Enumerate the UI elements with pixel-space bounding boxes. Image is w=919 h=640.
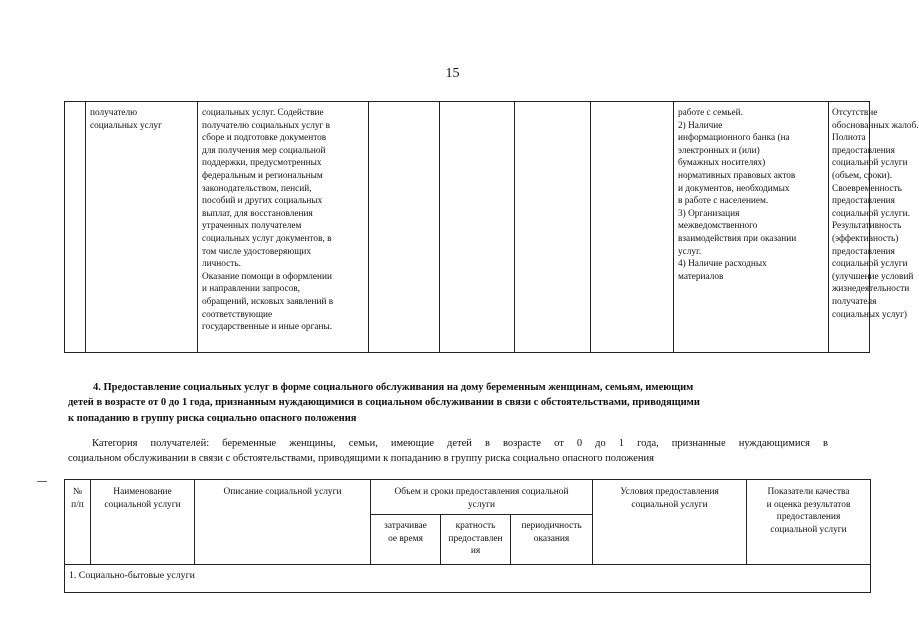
conditions-cell bbox=[674, 102, 829, 353]
cell-line: жизнедеятельности bbox=[832, 284, 910, 295]
header-number: № п/п bbox=[65, 480, 91, 565]
cell-line: сборе и подготовке документов bbox=[202, 133, 327, 144]
frequency-cell bbox=[440, 102, 515, 353]
cell-line: 3) Организация bbox=[678, 208, 740, 219]
category-line: социальном обслуживании в связи с обстоятельствами, приводящими к попаданию в группу риска социально опасного положения bbox=[68, 452, 654, 464]
cell-line: получателю социальных услуг в bbox=[202, 120, 331, 131]
cell-line: том числе удостоверяющих bbox=[202, 246, 311, 257]
description-cell bbox=[198, 102, 369, 353]
header-indicators: Показатели качества и оценка результатов предоставления социальной услуги bbox=[747, 480, 871, 565]
page-number: 15 bbox=[445, 66, 460, 81]
heading-line: 4. Предоставление социальных услуг в форме социального обслуживания на дому беременным женщинам, семьям, имеющим bbox=[93, 382, 694, 393]
cell-line: работе с семьей. bbox=[678, 108, 743, 118]
cell-line: материалов bbox=[678, 271, 724, 282]
services-table bbox=[64, 479, 871, 593]
empty-cell bbox=[591, 102, 674, 353]
cell-line: 2) Наличие bbox=[678, 120, 723, 131]
table-row bbox=[65, 102, 870, 353]
header-conditions: Условия предоставления социальной услуги bbox=[593, 480, 747, 565]
section-heading bbox=[68, 380, 828, 426]
section-row bbox=[65, 565, 871, 593]
cell-line: Оказание помощи в оформлении bbox=[202, 271, 332, 282]
header-description: Описание социальной услуги bbox=[195, 480, 371, 565]
cell-line: Полнота bbox=[832, 133, 866, 144]
cell-line: в работе с населением. bbox=[678, 196, 769, 207]
cell-line: межведомственного bbox=[678, 221, 758, 232]
cell-line: получателя bbox=[832, 296, 877, 307]
cell-line: бумажных носителях) bbox=[678, 158, 766, 169]
category-line: Категория получателей: беременные женщины, семьи, имеющие детей в возрасте от 0 до 1 года, признанные нуждающимися в bbox=[92, 438, 828, 449]
cell-line: для получения мер социальной bbox=[202, 145, 326, 156]
cell-line: социальной услуги bbox=[832, 158, 908, 169]
continuation-table bbox=[64, 101, 919, 353]
header-periodicity: периодичность оказания bbox=[511, 515, 593, 565]
cell-line: предоставления bbox=[832, 145, 895, 156]
cell-line: государственные и иные органы. bbox=[202, 322, 333, 333]
periodicity-cell bbox=[515, 102, 591, 353]
cell-line: социальной услуги bbox=[832, 259, 908, 270]
cell-line: поддержки, предусмотренных bbox=[202, 158, 322, 169]
header-row bbox=[65, 480, 871, 515]
cell-line: социальной услуги. bbox=[832, 208, 910, 219]
section-label: 1. Социально-бытовые услуги bbox=[65, 565, 871, 593]
cell-line: пособий и других социальных bbox=[202, 196, 323, 207]
cell-line: социальных услуг bbox=[90, 120, 162, 131]
header-time-spent: затрачивае ое время bbox=[371, 515, 441, 565]
indicators-cell bbox=[829, 102, 919, 353]
cell-line: Своевременность bbox=[832, 183, 902, 194]
recipient-cell bbox=[86, 102, 198, 353]
cell-line: (улучшение условий bbox=[832, 271, 914, 282]
cell-line: социальных услуг документов, в bbox=[202, 233, 332, 244]
cell-line: Отсутствие bbox=[832, 108, 878, 118]
cell-line: электронных и (или) bbox=[678, 145, 760, 156]
cell-line: получателю bbox=[90, 108, 138, 118]
cell-line: обоснованных жалоб. bbox=[832, 120, 919, 131]
cell-line: услуг. bbox=[678, 246, 702, 257]
recipient-category bbox=[68, 437, 828, 466]
cell-line: личность. bbox=[202, 259, 241, 270]
cell-line: социальных услуг. Содействие bbox=[202, 108, 324, 118]
cell-line: 4) Наличие расходных bbox=[678, 259, 767, 270]
cell-line: выплат, для восстановления bbox=[202, 208, 313, 219]
cell-line: социальных услуг) bbox=[832, 309, 907, 320]
cell-line: (объем, сроки). bbox=[832, 170, 893, 181]
time-spent-cell bbox=[369, 102, 440, 353]
cell-line: предоставления bbox=[832, 246, 895, 257]
cell-line: информационного банка (на bbox=[678, 133, 790, 144]
header-service-name: Наименование социальной услуги bbox=[91, 480, 195, 565]
cell-line: федеральным и региональным bbox=[202, 170, 323, 181]
heading-line: к попаданию в группу риска социально опасного положения bbox=[68, 412, 357, 424]
cell-line: утраченных получателем bbox=[202, 221, 302, 232]
cell-line: обращений, исковых заявлений в bbox=[202, 296, 334, 307]
margin-mark bbox=[37, 481, 47, 482]
heading-line: детей в возрасте от 0 до 1 года, признанным нуждающимися в социальном обслуживании в связи с обстоятельствами, приводящими bbox=[68, 397, 700, 409]
header-frequency: кратность предоставлен ия bbox=[441, 515, 511, 565]
header-volume: Объем и сроки предоставления социальной услуги bbox=[371, 480, 593, 515]
cell-line: Результативность bbox=[832, 221, 902, 232]
cell-line: и направлении запросов, bbox=[202, 284, 300, 295]
cell-line: соответствующие bbox=[202, 309, 273, 320]
cell-line: нормативных правовых актов bbox=[678, 170, 796, 181]
cell-line: и документов, необходимых bbox=[678, 183, 790, 194]
cell-line: взаимодействия при оказании bbox=[678, 233, 797, 244]
number-cell bbox=[65, 102, 86, 353]
cell-line: законодательством, пенсий, bbox=[202, 183, 312, 194]
cell-line: предоставления bbox=[832, 196, 895, 207]
cell-line: (эффективность) bbox=[832, 233, 899, 244]
